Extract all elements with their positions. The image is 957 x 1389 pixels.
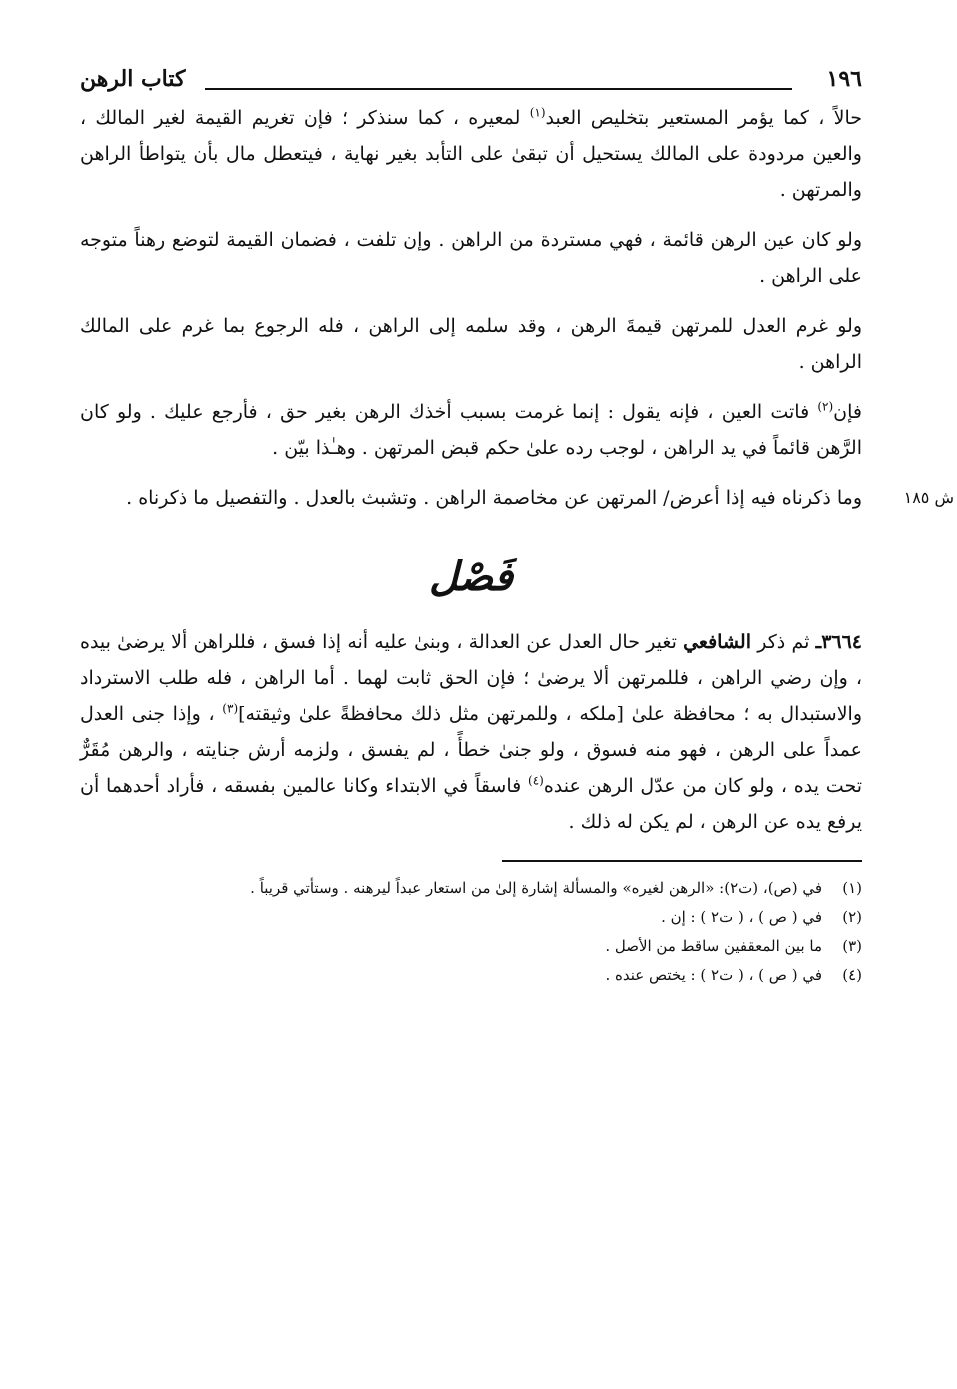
main-paragraph bbox=[80, 624, 862, 840]
footnote-text: في (ص)، (ت٢): «الرهن لغيره» والمسألة إشارة إلىٰ من استعار عبداً ليرهنه . وستأتي قريباً . bbox=[250, 879, 822, 897]
paragraph-text: ، وإذا جنى العدل عمداً على الرهن ، فهو منه فسوق ، ولو جنىٰ خطأً ، لم يفسق ، ولزمه أرش جنايته ، والرهن مُقَرٌّ تحت يده ، ولو كان من عدّل الرهن عنده bbox=[80, 703, 862, 797]
footnote-3 bbox=[80, 932, 862, 961]
footnote-number: (١) bbox=[842, 879, 862, 897]
paragraph-4 bbox=[80, 394, 862, 466]
paragraph-text: لمعيره ، كما سنذكر ؛ فإن تغريم القيمة لغير المالك ، والعين مردودة على المالك يستحيل أن تبقىٰ على التأبد بغير نهاية ، فيتعطل مال بأن يتواطأ الراهن والمرتهن . bbox=[80, 107, 862, 201]
paragraph-text: فاسقاً في الابتداء وكانا عالمين بفسقه ، فأراد أحدهما أن يرفع يده عن الرهن ، لم يكن له ذلك . bbox=[80, 775, 862, 833]
footnote-ref-4: (٤) bbox=[528, 773, 544, 788]
footnote-text: في ( ص ) ، ( ت٢ ) : إن . bbox=[661, 908, 822, 926]
paragraph-text: ثم ذكر bbox=[751, 631, 816, 653]
page bbox=[80, 60, 954, 990]
footnote-number: (٢) bbox=[842, 908, 862, 926]
footnote-ref-3: (٣) bbox=[222, 701, 239, 716]
footnote-text: في ( ص ) ، ( ت٢ ) : يختص عنده . bbox=[605, 966, 822, 984]
footnote-ref-1: (١) bbox=[529, 105, 546, 120]
footnotes bbox=[80, 874, 862, 990]
footnote-1 bbox=[80, 874, 862, 903]
paragraph-text: تغير حال العدل عن العدالة ، وبنىٰ عليه أنه إذا فسق ، فللراهن ألا يرضىٰ بيده ، وإن رضي الراهن ، فللمرتهن ألا يرضىٰ ؛ فإن الحق ثابت لهما . أما الراهن ، فله طلب الاسترداد والاستبدال به ؛ محافظة علىٰ [ملكه ، وللمرتهن مثل ذلك محافظةً علىٰ وثيقته] bbox=[80, 631, 863, 725]
footnote-2 bbox=[80, 903, 862, 932]
paragraph-text: ولو كان عين الرهن قائمة ، فهي مستردة من الراهن . وإن تلفت ، فضمان القيمة لتوضع رهناً متوجه على الراهن . bbox=[80, 229, 862, 287]
paragraph-text: وما ذكرناه فيه إذا أعرض/ المرتهن عن مخاصمة الراهن . وتشبث بالعدل . والتفصيل ما ذكرناه . bbox=[126, 487, 862, 509]
footnote-number: (٣) bbox=[842, 937, 862, 955]
footnote-rule bbox=[502, 860, 862, 862]
section-heading: فَصْل bbox=[428, 553, 514, 600]
page-header bbox=[80, 60, 862, 100]
paragraph-3 bbox=[80, 308, 862, 380]
footnote-ref-2: (٢) bbox=[817, 399, 834, 414]
header-rule bbox=[205, 88, 792, 90]
margin-folio-note: ش ١٨٥ bbox=[903, 488, 954, 507]
running-title: كتاب الرهن bbox=[80, 66, 186, 92]
footnote-text: ما بين المعقفين ساقط من الأصل . bbox=[605, 937, 822, 955]
footnote-number: (٤) bbox=[842, 966, 862, 984]
paragraph-text: ولو غرم العدل للمرتهن قيمةَ الرهن ، وقد سلمه إلى الراهن ، فله الرجوع بما غرم على المالك الراهن . bbox=[80, 315, 862, 373]
paragraph-1 bbox=[80, 100, 862, 208]
paragraph-text: فإن bbox=[833, 401, 862, 423]
issue-number: ٣٦٦٤ـ bbox=[815, 631, 863, 653]
paragraph-2 bbox=[80, 222, 862, 294]
bold-term: الشافعي bbox=[683, 631, 751, 653]
paragraph-5 bbox=[80, 480, 954, 516]
footnote-4 bbox=[80, 961, 862, 990]
page-number: ١٩٦ bbox=[826, 66, 862, 92]
paragraph-text: فاتت العين ، فإنه يقول : إنما غرمت بسبب أخذك الرهن بغير حق ، فأرجع عليك . ولو كان الرَّهن قائماً في يد الراهن ، لوجب رده علىٰ حكم قبض المرتهن . وهـٰذا بيّن . bbox=[80, 401, 862, 459]
paragraph-text: حالاً ، كما يؤمر المستعير بتخليص العبد bbox=[545, 107, 863, 129]
